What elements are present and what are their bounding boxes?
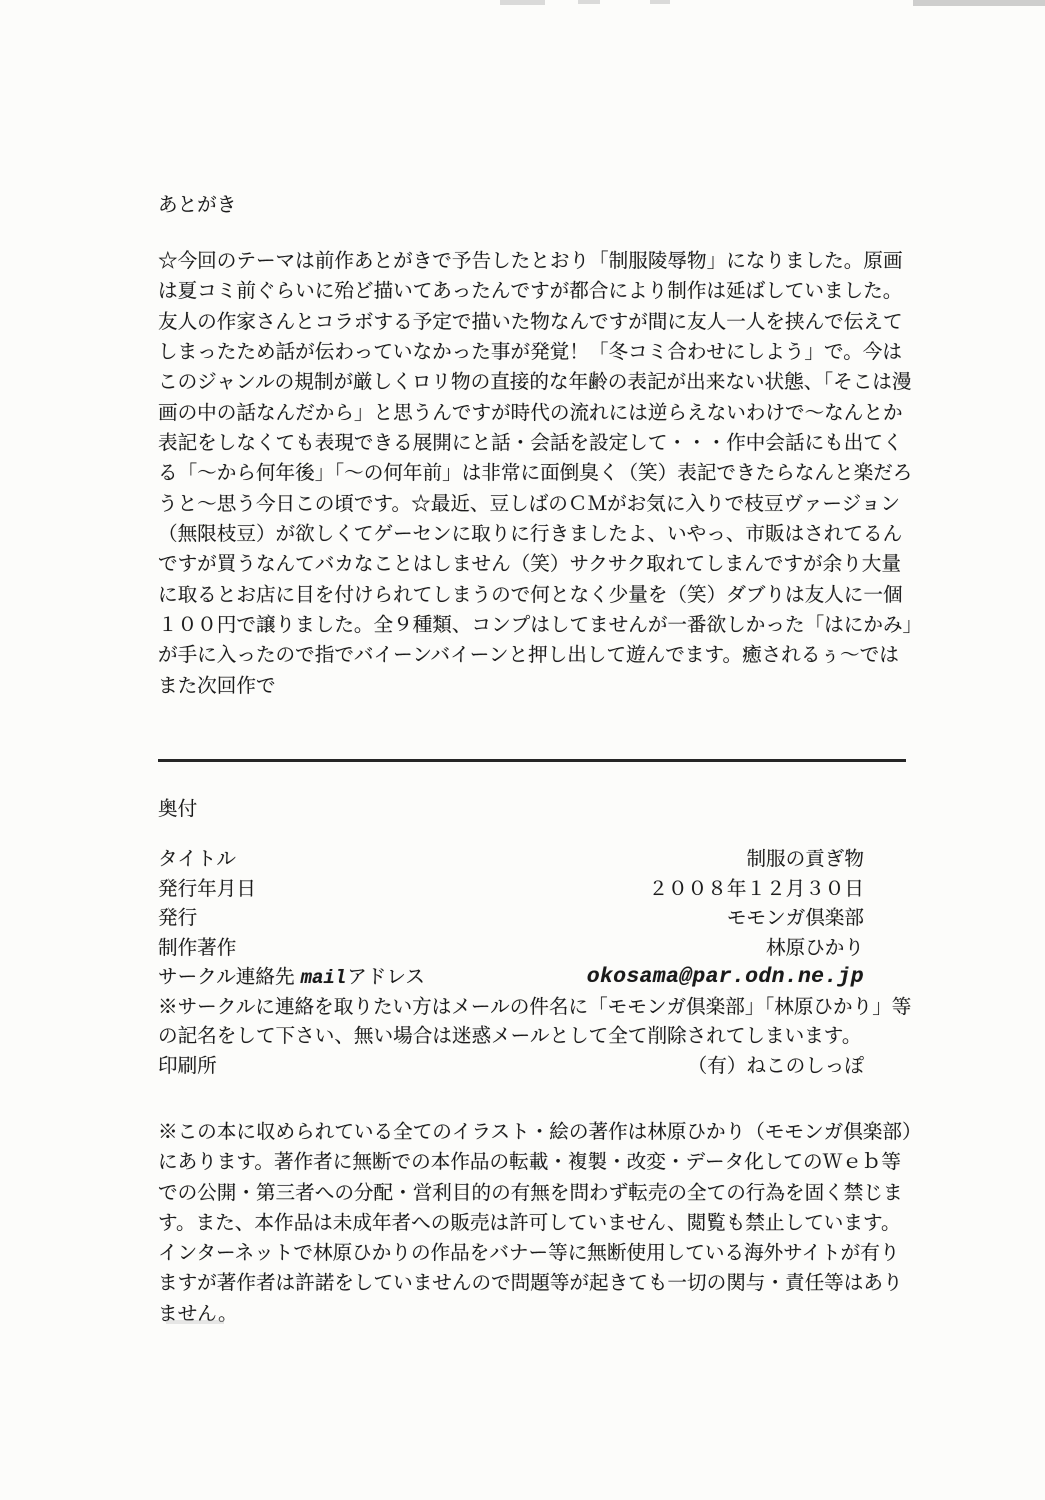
colophon-value: 制服の貢ぎ物 (746, 848, 864, 870)
afterword-heading: あとがき (158, 194, 237, 216)
afterword-line: 表記をしなくても表現できる展開にと話・会話を設定して・・・作中会話にも出てく (158, 432, 903, 455)
afterword-line: このジャンルの規制が厳しくロリ物の直接的な年齢の表記が出来ない状態、「そこは漫 (158, 371, 912, 394)
colophon-value: モモンガ倶楽部 (726, 907, 864, 929)
copyright-line: ※この本に収められている全てのイラスト・絵の著作は林原ひかり（モモンガ倶楽部） (158, 1121, 922, 1143)
colophon-row-author (158, 934, 906, 964)
afterword-line: に取るとお店に目を付けられてしまうので何となく少量を（笑）ダブりは友人に一個 (158, 583, 903, 606)
copyright-line: ません。 (158, 1302, 238, 1325)
afterword-text (158, 246, 922, 701)
colophon-label: タイトル (158, 848, 236, 870)
afterword-line: １００円で譲りました。全９種類、コンプはしてませんが一番欲しかった「はにかみ」 (158, 614, 923, 637)
afterword-line: る「～から何年後」「～の何年前」は非常に面倒臭く（笑）表記できたらなんと楽だろ (158, 462, 913, 485)
colophon-label: 発行 (158, 907, 198, 929)
colophon-row-title (158, 845, 906, 875)
copyright-line: インターネットで林原ひかりの作品をバナー等に無断使用している海外サイトが有り (158, 1242, 900, 1265)
colophon-heading: 奥付 (158, 798, 198, 820)
mail-label-prefix: サークル連絡先 (158, 966, 295, 988)
afterword-line: ですが買うなんてバカなことはしません（笑）サクサク取れてしまんですが余り大量 (158, 553, 901, 576)
afterword-line: は夏コミ前ぐらいに殆ど描いてあったんですが都合により制作は延ばしていました。 (158, 280, 903, 303)
afterword-line: ☆今回のテーマは前作あとがきで予告したとおり「制服陵辱物」になりました。原画 (158, 250, 903, 272)
colophon-section (158, 845, 912, 1081)
scan-artifact (650, 0, 670, 4)
afterword-line: （無限枝豆）が欲しくてゲーセンに取りに行きましたよ、いやっ、市販はされてるん (158, 523, 903, 546)
colophon-row-printer (158, 1052, 906, 1082)
afterword-line: 友人の作家さんとコラボする予定で描いた物なんですが間に友人一人を挟んで伝えて (158, 310, 903, 333)
colophon-label: 発行年月日 (158, 877, 256, 900)
section-divider (158, 759, 906, 762)
scan-artifact (166, 1320, 224, 1324)
afterword-line: しまったため話が伝わっていなかった事が発覚！「冬コミ合わせにしよう」で。今は (158, 341, 902, 364)
afterword-line: うと～思う今日この頃です。☆最近、豆しばのＣＭがお気に入りで枝豆ヴァージョン (158, 492, 901, 515)
scan-artifact (578, 0, 600, 4)
scan-artifact (500, 0, 545, 5)
copyright-line: での公開・第三者への分配・営利目的の有無を問わず転売の全ての行為を固く禁じま (158, 1181, 903, 1204)
afterword-line: 画の中の話なんだから」と思うんですが時代の流れには逆らえないわけで～なんとか (158, 401, 903, 424)
copyright-notice (158, 1117, 922, 1329)
colophon-value: 林原ひかり (766, 936, 864, 959)
mail-label-mail: mail (300, 967, 347, 989)
colophon-row-publisher (158, 904, 906, 934)
afterword-line: また次回作で (158, 674, 276, 697)
mail-label-suffix: アドレス (347, 966, 425, 988)
colophon-value: ２００８年１２月３０日 (648, 877, 864, 900)
colophon-label: 印刷所 (158, 1054, 217, 1077)
contact-note-line: の記名をして下さい、無い場合は迷惑メールとして全て削除されてしまいます。 (158, 1025, 862, 1047)
copyright-line: ますが著作者は許諾をしていませんので問題等が起きても一切の関与・責任等はあり (158, 1272, 903, 1295)
colophon-label: 制作著作 (158, 936, 237, 959)
scan-artifact (913, 0, 1045, 6)
mail-address: okosama@par.odn.ne.jp (586, 965, 864, 989)
colophon-row-date (158, 875, 906, 905)
contact-note-line: ※サークルに連絡を取りたい方はメールの件名に「モモンガ倶楽部」「林原ひかり」等 (158, 995, 912, 1018)
colophon-value: （有）ねこのしっぽ (687, 1054, 864, 1077)
afterword-line: が手に入ったので指でバイーンバイーンと押し出して遊んでます。癒されるぅ～では (158, 644, 899, 667)
colophon-row-mail (158, 963, 906, 993)
copyright-line: にあります。著作者に無断での本作品の転載・複製・改変・データ化してのＷｅｂ等 (158, 1151, 901, 1174)
copyright-line: す。また、本作品は未成年者への販売は許可していません、閲覧も禁止しています。 (158, 1211, 901, 1234)
colophon-label (158, 963, 425, 993)
